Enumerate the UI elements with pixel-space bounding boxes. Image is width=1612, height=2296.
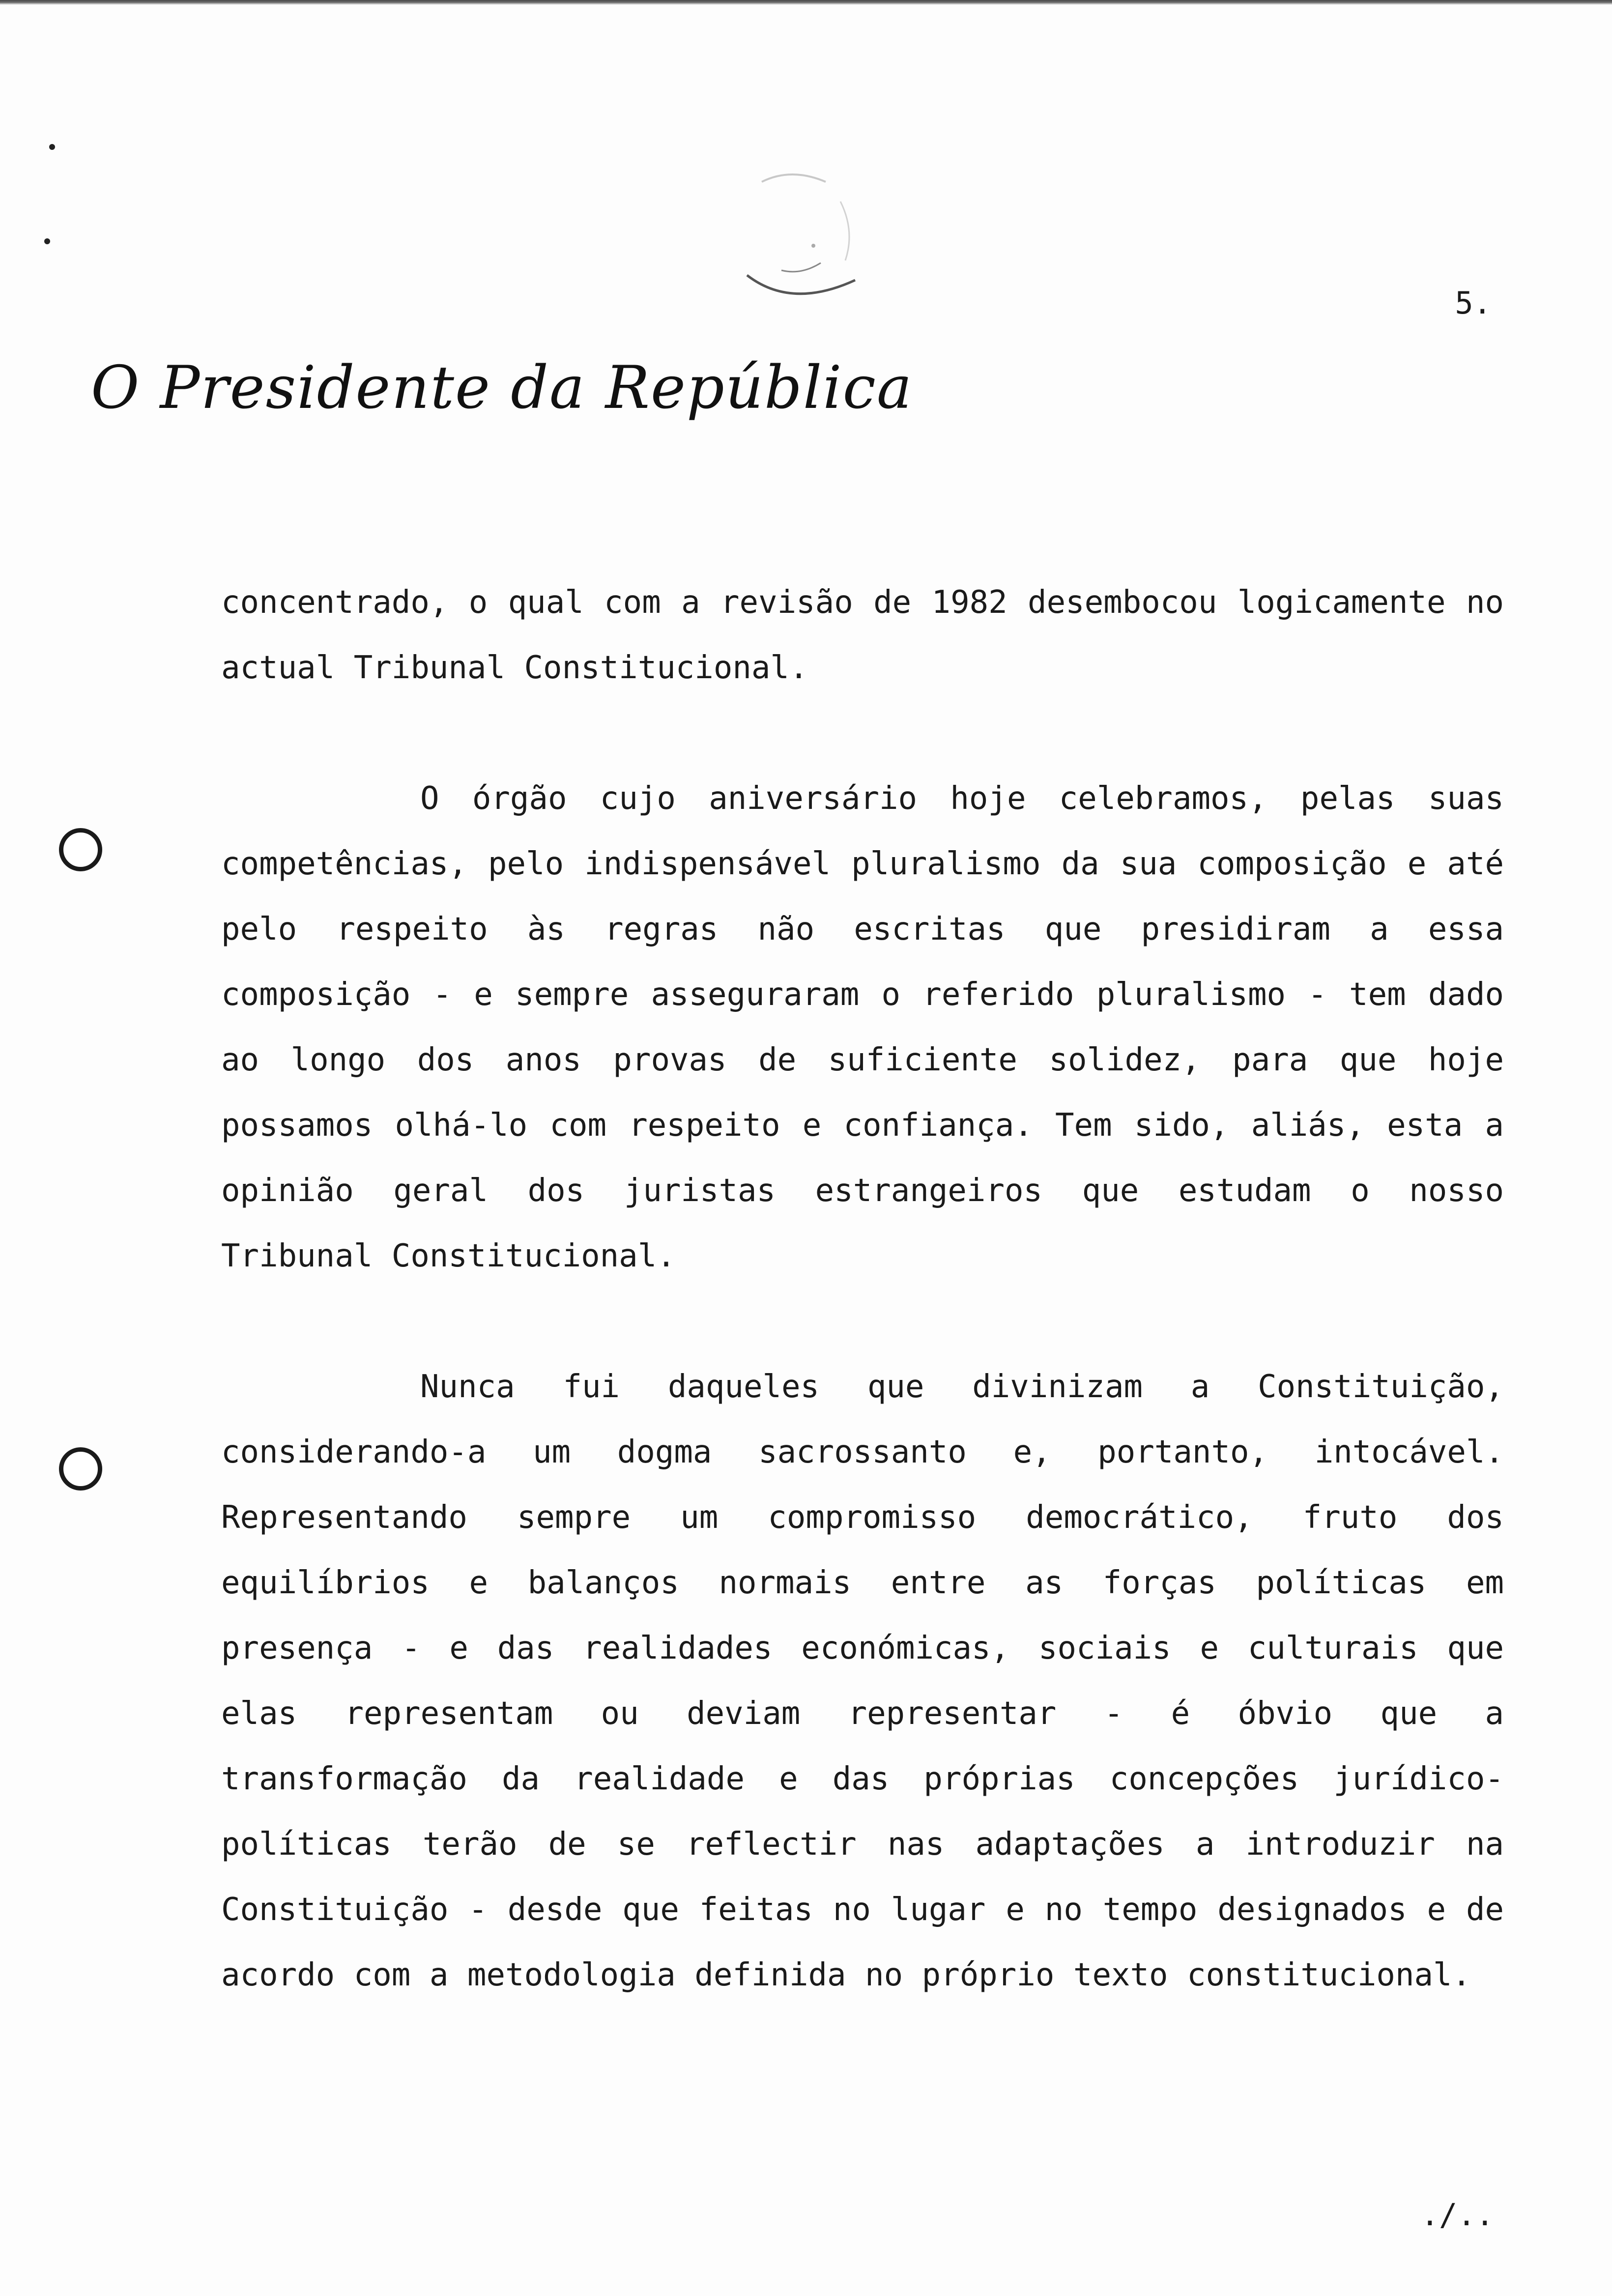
page-number: 5. (1455, 285, 1492, 321)
paragraph-2: O órgão cujo aniversário hoje celebramos, pelas suas competências, pelo indispensável pluralismo da sua composição e até pelo respeito às regras não escritas que presidiram a essa composição - e sempre asseguraram o referido pluralismo - tem dado ao longo dos anos provas de suficiente solidez, para que hoje possamos olhá-lo com respeito e confiança. Tem sido, aliás, esta a opinião geral dos juristas estrangeiros que estudam o nosso Tribunal Constitucional. (221, 780, 1504, 1274)
paragraph-1: concentrado, o qual com a revisão de 1982 desembocou logicamente no actual Tribunal Constitucional. (221, 584, 1504, 686)
continuation-mark: ./.. (1420, 2197, 1494, 2233)
scan-top-edge (0, 0, 1612, 5)
paragraph-3: Nunca fui daqueles que divinizam a Constituição, considerando-a um dogma sacrossanto e, portanto, intocável. Representando sempre um compromisso democrático, fruto dos equilíbrios e balanços normais entre as forças políticas em presença - e das realidades económicas, sociais e culturais que elas representam ou deviam representar - é óbvio que a transformação da realidade e das próprias concepções jurídico-políticas terão de se reflectir nas adaptações a introduzir na Constituição - desde que feitas no lugar e no tempo designados e de acordo com a metodologia definida no próprio texto constitucional. (221, 1369, 1504, 1993)
scan-speck (49, 144, 55, 150)
punch-hole (59, 1447, 102, 1491)
letterhead-signature-title: O Presidente da República (91, 354, 913, 422)
faint-seal-stamp (732, 162, 880, 319)
punch-hole (59, 828, 102, 871)
scan-speck (44, 238, 50, 244)
body-text (221, 570, 1504, 2073)
